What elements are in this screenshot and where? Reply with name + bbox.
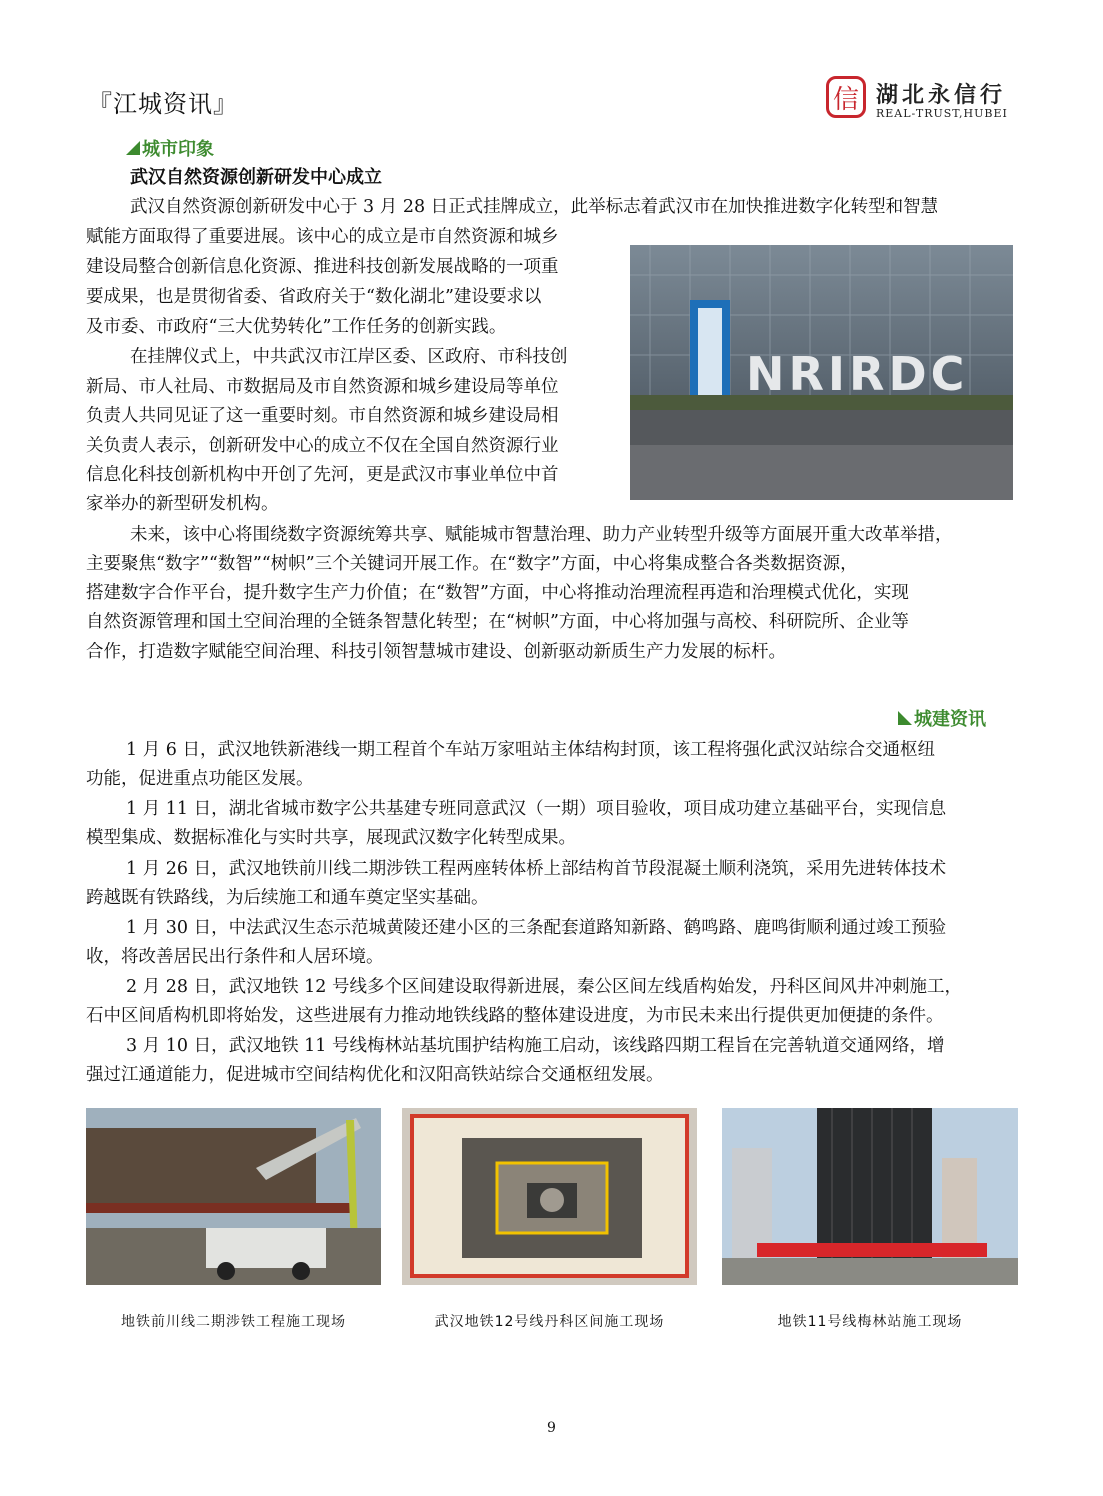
paragraph-line: 主要聚焦“数字”“数智”“树帜”三个关键词开展工作。在“数字”方面，中心将集成整合各类数据资源， bbox=[86, 554, 858, 574]
triangle-icon bbox=[898, 711, 912, 725]
nrirdc-building-photo bbox=[630, 245, 1013, 500]
paragraph-line: 合作，打造数字赋能空间治理、科技引领智慧城市建设、创新驱动新质生产力发展的标杆。 bbox=[86, 642, 786, 662]
paragraph-line: 自然资源管理和国土空间治理的全链条智慧化转型；在“树帜”方面，中心将加强与高校、科研院所、企业等 bbox=[86, 612, 909, 632]
page-number: 9 bbox=[547, 1420, 556, 1436]
paragraph-line: 搭建数字合作平台，提升数字生产力价值；在“数智”方面，中心将推动治理流程再造和治理模式优化，实现 bbox=[86, 583, 909, 603]
paragraph-line: 跨越既有铁路线，为后续施工和通车奠定坚实基础。 bbox=[86, 888, 489, 908]
paragraph-line: 关负责人表示，创新研发中心的成立不仅在全国自然资源行业 bbox=[86, 436, 559, 456]
paragraph-line: 1 月 6 日，武汉地铁新港线一期工程首个车站万家咀站主体结构封顶，该工程将强化武汉站综合交通枢纽 bbox=[126, 740, 935, 760]
paragraph-line: 负责人共同见证了这一重要时刻。市自然资源和城乡建设局相 bbox=[86, 406, 559, 426]
paragraph-line: 3 月 10 日，武汉地铁 11 号线梅林站基坑围护结构施工启动，该线路四期工程旨在完善轨道交通网络，增 bbox=[126, 1036, 945, 1056]
paragraph-line: 新局、市人社局、市数据局及市自然资源和城乡建设局等单位 bbox=[86, 377, 559, 397]
section-heading-label: 城市印象 bbox=[142, 139, 214, 160]
paragraph-line: 收，将改善居民出行条件和人居环境。 bbox=[86, 947, 384, 967]
paragraph-line: 要成果，也是贯彻省委、省政府关于“数化湖北”建设要求以 bbox=[86, 287, 542, 307]
paragraph-line: 1 月 30 日，中法武汉生态示范城黄陵还建小区的三条配套道路知新路、鹤鸣路、鹿鸣街顺利通过竣工预验 bbox=[126, 918, 947, 938]
paragraph-line: 及市委、市政府“三大优势转化”工作任务的创新实践。 bbox=[86, 317, 507, 337]
paragraph-line: 在挂牌仪式上，中共武汉市江岸区委、区政府、市科技创 bbox=[130, 347, 568, 367]
nrirdc-sign: NRIRDC bbox=[746, 347, 969, 401]
paragraph-line: 2 月 28 日，武汉地铁 12 号线多个区间建设取得新进展，秦公区间左线盾构始发，丹科区间风井冲刺施工， bbox=[126, 977, 962, 997]
line12-danke-construction-photo bbox=[402, 1108, 697, 1285]
paragraph-line: 强过江通道能力，促进城市空间结构优化和汉阳高铁站综合交通枢纽发展。 bbox=[86, 1065, 664, 1085]
logo-seal-icon: 信 bbox=[826, 76, 866, 118]
logo-name: 湖北永信行 bbox=[876, 83, 1007, 108]
paragraph-line: 建设局整合创新信息化资源、推进科技创新发展战略的一项重 bbox=[86, 257, 559, 277]
triangle-icon bbox=[126, 141, 140, 155]
paragraph-line: 1 月 26 日，武汉地铁前川线二期涉铁工程两座转体桥上部结构首节段混凝土顺利浇筑，采用先进转体技术 bbox=[126, 859, 947, 879]
line11-meilin-station-photo bbox=[722, 1108, 1018, 1285]
photo-caption: 地铁前川线二期涉铁工程施工现场 bbox=[121, 1314, 346, 1330]
page-header-title: 『江城资讯』 bbox=[88, 90, 238, 118]
paragraph-line: 赋能方面取得了重要进展。该中心的成立是市自然资源和城乡 bbox=[86, 227, 559, 247]
paragraph-line: 武汉自然资源创新研发中心于 3 月 28 日正式挂牌成立，此举标志着武汉市在加快推进数字化转型和智慧 bbox=[130, 197, 939, 217]
photo-caption: 武汉地铁12号线丹科区间施工现场 bbox=[434, 1314, 665, 1330]
qianchuan-line-construction-photo bbox=[86, 1108, 381, 1285]
section-heading-label: 城建资讯 bbox=[914, 709, 986, 730]
paragraph-line: 信息化科技创新机构中开创了先河，更是武汉市事业单位中首 bbox=[86, 465, 559, 485]
section-heading-urban-construction bbox=[898, 705, 986, 731]
paragraph-line: 1 月 11 日，湖北省城市数字公共基建专班同意武汉（一期）项目验收，项目成功建立基础平台，实现信息 bbox=[126, 799, 947, 819]
photo-caption: 地铁11号线梅林站施工现场 bbox=[777, 1314, 963, 1330]
logo-english-name: REAL-TRUST,HUBEI bbox=[876, 107, 1008, 120]
paragraph-line: 模型集成、数据标准化与实时共享，展现武汉数字化转型成果。 bbox=[86, 828, 576, 848]
paragraph-line: 石中区间盾构机即将始发，这些进展有力推动地铁线路的整体建设进度，为市民未来出行提供更加便捷的条件。 bbox=[86, 1006, 944, 1026]
paragraph-line: 未来，该中心将围绕数字资源统筹共享、赋能城市智慧治理、助力产业转型升级等方面展开重大改革举措， bbox=[130, 525, 953, 545]
section-heading-city-impression bbox=[126, 135, 214, 161]
paragraph-line: 功能，促进重点功能区发展。 bbox=[86, 769, 314, 789]
article-title: 武汉自然资源创新研发中心成立 bbox=[130, 167, 382, 188]
company-logo bbox=[826, 76, 1026, 124]
paragraph-line: 家举办的新型研发机构。 bbox=[86, 494, 279, 514]
